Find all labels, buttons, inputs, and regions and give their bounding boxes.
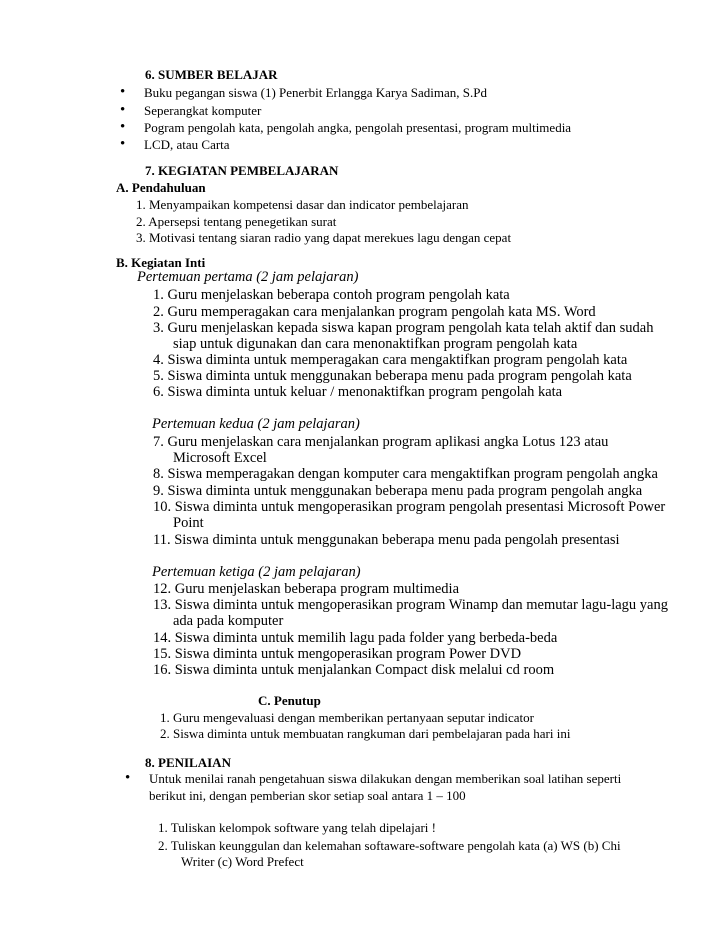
list-item: 2. Siswa diminta untuk membuatan rangkuman dari pembelajaran pada hari ini bbox=[160, 726, 571, 741]
soal-item-continuation: Writer (c) Word Prefect bbox=[181, 854, 304, 869]
pertemuan-title: Pertemuan pertama (2 jam pelajaran) bbox=[137, 269, 359, 285]
list-item: • Seperangkat komputer bbox=[144, 104, 261, 117]
pertemuan-title: Pertemuan kedua (2 jam pelajaran) bbox=[152, 416, 360, 432]
list-item: 9. Siswa diminta untuk menggunakan beberapa menu pada program pengolah angka bbox=[153, 483, 643, 499]
list-item: • Untuk menilai ranah pengetahuan siswa dilakukan dengan memberikan soal latihan seperti bbox=[149, 772, 621, 785]
list-item: 1. Guru mengevaluasi dengan memberikan pertanyaan seputar indicator bbox=[160, 710, 534, 725]
list-item-continuation: ada pada komputer bbox=[173, 613, 284, 629]
subheading-penutup: C. Penutup bbox=[258, 693, 321, 708]
list-item: • Pogram pengolah kata, pengolah angka, pengolah presentasi, program multimedia bbox=[144, 121, 571, 134]
section-heading-sumber-belajar: 6. SUMBER BELAJAR bbox=[145, 67, 278, 82]
list-item: • LCD, atau Carta bbox=[144, 138, 230, 151]
list-item: 6. Siswa diminta untuk keluar / menonaktifkan program pengolah kata bbox=[153, 384, 563, 400]
list-item: 1. Menyampaikan kompetensi dasar dan indicator pembelajaran bbox=[136, 197, 469, 212]
list-item: 8. Siswa memperagakan dengan komputer cara mengaktifkan program pengolah angka bbox=[153, 466, 658, 482]
subheading-kegiatan-inti: B. Kegiatan Inti bbox=[116, 255, 206, 270]
list-item: 11. Siswa diminta untuk menggunakan beberapa menu pada pengolah presentasi bbox=[153, 532, 620, 548]
subheading-pendahuluan: A. Pendahuluan bbox=[116, 180, 206, 195]
list-item: 13. Siswa diminta untuk mengoperasikan program Winamp dan memutar lagu-lagu yang bbox=[153, 597, 668, 613]
list-item: 7. Guru menjelaskan cara menjalankan program aplikasi angka Lotus 123 atau bbox=[153, 434, 609, 450]
list-item: 15. Siswa diminta untuk mengoperasikan program Power DVD bbox=[153, 646, 522, 662]
list-item: 3. Guru menjelaskan kepada siswa kapan program pengolah kata telah aktif dan sudah bbox=[153, 320, 654, 336]
list-item: 10. Siswa diminta untuk mengoperasikan program pengolah presentasi Microsoft Power bbox=[153, 499, 666, 515]
list-item: 12. Guru menjelaskan beberapa program multimedia bbox=[153, 581, 460, 597]
list-item: 2. Guru memperagakan cara menjalankan program pengolah kata MS. Word bbox=[153, 304, 596, 320]
section-heading-penilaian: 8. PENILAIAN bbox=[145, 755, 231, 770]
list-item: • Buku pegangan siswa (1) Penerbit Erlangga Karya Sadiman, S.Pd bbox=[144, 86, 487, 99]
section-heading-kegiatan: 7. KEGIATAN PEMBELAJARAN bbox=[145, 163, 339, 178]
list-item-continuation: Microsoft Excel bbox=[173, 450, 267, 466]
list-item: 16. Siswa diminta untuk menjalankan Compact disk melalui cd room bbox=[153, 662, 555, 678]
list-item: 3. Motivasi tentang siaran radio yang dapat merekues lagu dengan cepat bbox=[136, 230, 512, 245]
list-item: 4. Siswa diminta untuk memperagakan cara mengaktifkan program pengolah kata bbox=[153, 352, 628, 368]
list-item-continuation: Point bbox=[173, 515, 204, 531]
list-item: 14. Siswa diminta untuk memilih lagu pada folder yang berbeda-beda bbox=[153, 630, 558, 646]
list-item: 2. Apersepsi tentang penegetikan surat bbox=[136, 214, 337, 229]
soal-item: 1. Tuliskan kelompok software yang telah dipelajari ! bbox=[158, 820, 437, 835]
list-item-continuation: siap untuk digunakan dan cara menonaktifkan program pengolah kata bbox=[173, 336, 578, 352]
list-item-continuation: berikut ini, dengan pemberian skor setiap soal antara 1 – 100 bbox=[149, 788, 466, 803]
list-item: 5. Siswa diminta untuk menggunakan beberapa menu pada program pengolah kata bbox=[153, 368, 632, 384]
list-item: 1. Guru menjelaskan beberapa contoh program pengolah kata bbox=[153, 287, 510, 303]
pertemuan-title: Pertemuan ketiga (2 jam pelajaran) bbox=[152, 564, 361, 580]
soal-item: 2. Tuliskan keunggulan dan kelemahan softaware-software pengolah kata (a) WS (b) Chi bbox=[158, 838, 621, 853]
